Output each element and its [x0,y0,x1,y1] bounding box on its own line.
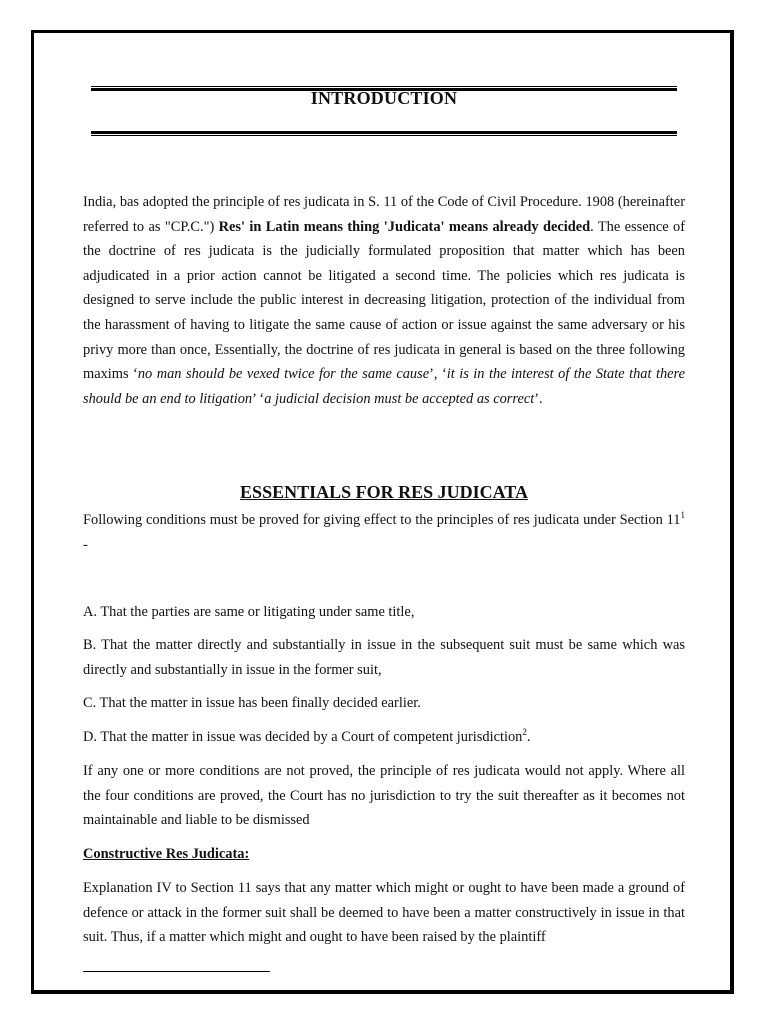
essentials-lead [83,508,685,557]
footnote-ref-2[interactable]: 2 [522,727,527,738]
introduction-heading: INTRODUCTION [310,88,458,108]
intro-text-2: . The essence of the doctrine of res judicata is the judicially formulated proposition that matter which has been adjudicated in a prior action cannot be litigated a second time. The policies which res judicata is designed to serve include the public interest in decreasing litigation, protection of the individual from the harassment of having to litigate the same cause of action or issue against the same adversary or his privy more than once, Essentially, the doctrine of res judicata in general is based on the three following maxims ‘ [83,218,685,383]
maxim-separator-2: ’ ‘ [252,390,265,407]
condition-c: C. That the matter in issue has been finally decided earlier. [83,695,421,711]
conditions-conclusion: If any one or more conditions are not proved, the principle of res judicata would not apply. Where all the four conditions are proved, the Court has no jurisdiction to try the suit thereafter as it becomes not maintainable and liable to be dismissed [83,763,685,829]
condition-a: A. That the parties are same or litigating under same title, [83,604,415,620]
maxim-separator-1: ’, ‘ [429,366,447,383]
condition-d-text: D. That the matter in issue was decided by a Court of competent jurisdiction [83,729,523,745]
essentials-heading: ESSENTIALS FOR RES JUDICATA [240,482,528,502]
condition-b: B. That the matter directly and substantially in issue in the subsequent suit must be same which was directly and substantially in issue in the former suit, [83,637,685,678]
condition-d [83,725,685,750]
constructive-paragraph: Explanation IV to Section 11 says that any matter which might or ought to have been made a ground of defence or attack in the former suit shall be deemed to have been a matter constructively in issue in that suit. Thus, if a matter which might and ought to have been raised by the plaintiff [83,880,685,946]
footnote-separator [83,971,270,972]
footnote-ref-1[interactable]: 1 [680,510,685,521]
maxim-1: no man should be vexed twice for the same cause [137,366,430,383]
condition-d-tail: . [526,729,531,745]
intro-end: ’. [534,390,543,407]
essentials-lead-tail: - [83,536,88,553]
constructive-heading: Constructive Res Judicata: [83,846,250,862]
intro-bold-definition: Res' in Latin means thing 'Judicata' means already decided [218,218,591,235]
essentials-lead-text: Following conditions must be proved for giving effect to the principles of res judicata under Section 11 [83,512,681,528]
title-rule-bottom [91,131,677,136]
maxim-2: it is in the interest of the State that there should be an end to litigation [83,366,686,407]
introduction-paragraph [83,190,685,411]
intro-text-1: India, bas adopted the principle of res judicata in S. 11 of the Code of Civil Procedure. 1908 (hereinafter referred to as "CP.C.") [83,194,685,235]
maxim-3: a judicial decision must be accepted as correct [264,390,535,407]
